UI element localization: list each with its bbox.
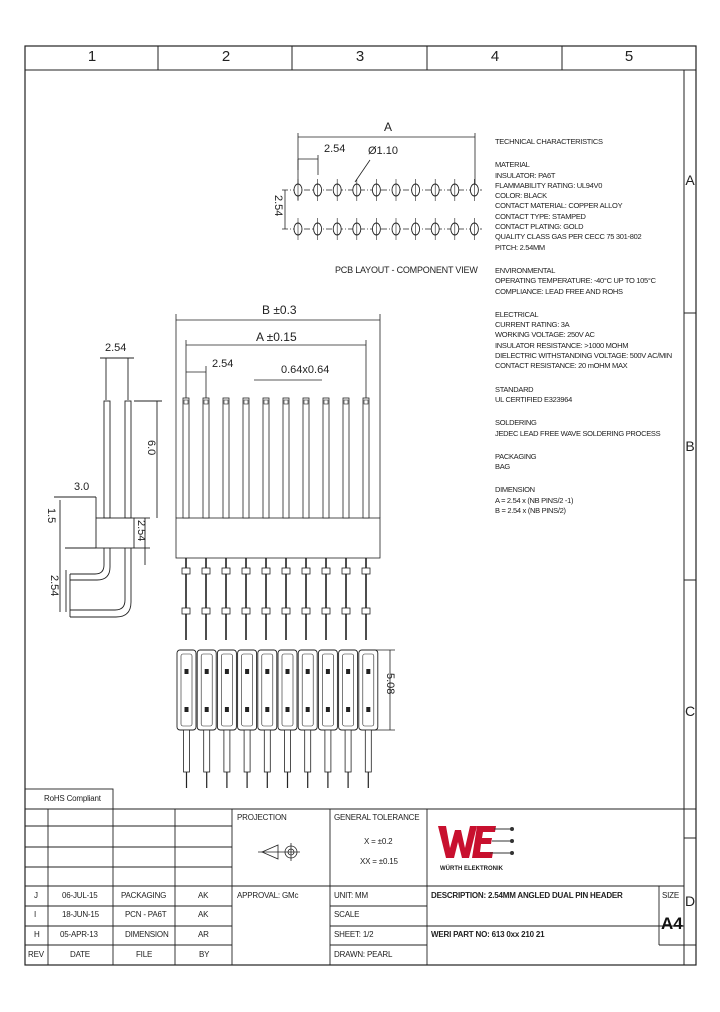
side-height-4: 2.54 bbox=[135, 520, 147, 542]
rev-row-3-by: AR bbox=[198, 930, 209, 939]
bottom-pin-lead bbox=[264, 730, 270, 772]
bottom-pin-lead bbox=[325, 730, 331, 772]
front-pin-collar bbox=[202, 608, 210, 614]
front-pin-tip bbox=[344, 400, 348, 404]
spec-electrical bbox=[495, 309, 672, 372]
front-pin-collar bbox=[222, 568, 230, 574]
bottom-housing bbox=[359, 650, 378, 730]
rev-row-3-date: 05-APR-13 bbox=[60, 930, 98, 939]
spec-line: PACKAGING bbox=[495, 451, 537, 461]
size-label: SIZE bbox=[662, 891, 679, 900]
front-pin-collar bbox=[362, 568, 370, 574]
bottom-pin-square bbox=[306, 707, 310, 712]
front-pin-upper bbox=[263, 398, 269, 518]
bottom-pin-square bbox=[286, 669, 290, 674]
general-tolerance-label: GENERAL TOLERANCE bbox=[334, 813, 420, 822]
bottom-pin-square bbox=[205, 707, 209, 712]
bottom-pin-lead bbox=[184, 730, 190, 772]
rev-header-date: DATE bbox=[70, 950, 90, 959]
front-pin-collar bbox=[322, 568, 330, 574]
logo-text: WÜRTH ELEKTRONIK bbox=[440, 866, 503, 872]
spec-dimension bbox=[495, 485, 665, 516]
front-pin-collar bbox=[182, 568, 190, 574]
spec-line: JEDEC LEAD FREE WAVE SOLDERING PROCESS bbox=[495, 428, 661, 438]
column-number-5: 5 bbox=[624, 48, 634, 65]
rev-header-rev: REV bbox=[28, 950, 44, 959]
bottom-pin-square bbox=[265, 707, 269, 712]
front-pins bbox=[182, 398, 370, 640]
front-pin-collar bbox=[302, 568, 310, 574]
projection-symbol-icon bbox=[258, 843, 300, 861]
bottom-pin-square bbox=[326, 669, 330, 674]
spec-line: DIMENSION bbox=[495, 485, 535, 495]
front-pin-tip bbox=[264, 400, 268, 404]
spec-line: CONTACT RESISTANCE: 20 mOHM MAX bbox=[495, 361, 628, 371]
spec-line: TECHNICAL CHARACTERISTICS bbox=[495, 137, 603, 146]
front-pin-tip bbox=[304, 400, 308, 404]
bottom-pin-square bbox=[326, 707, 330, 712]
spec-line: INSULATOR: PA6T bbox=[495, 170, 556, 180]
specifications bbox=[495, 137, 672, 529]
column-number-2: 2 bbox=[221, 48, 231, 65]
column-number-4: 4 bbox=[490, 48, 500, 65]
spec-soldering bbox=[495, 418, 665, 439]
rev-header-file: FILE bbox=[136, 950, 153, 959]
spec-material bbox=[495, 160, 665, 253]
spec-line: CURRENT RATING: 3A bbox=[495, 320, 570, 330]
spec-line: MATERIAL bbox=[495, 160, 530, 170]
pcb-hole-diameter: Ø1.10 bbox=[368, 145, 398, 157]
bottom-pin-square bbox=[225, 707, 229, 712]
front-pin-tip bbox=[324, 400, 328, 404]
spec-line: CONTACT TYPE: STAMPED bbox=[495, 211, 586, 221]
spec-environmental bbox=[495, 266, 665, 297]
rev-row-1-date: 06-JUL-15 bbox=[62, 891, 98, 900]
tolerance-1: X = ±0.2 bbox=[364, 837, 393, 846]
side-view bbox=[54, 358, 162, 617]
bottom-housing bbox=[339, 650, 358, 730]
front-pin-upper bbox=[363, 398, 369, 518]
unit-label: UNIT: MM bbox=[334, 891, 368, 900]
front-pin-collar bbox=[322, 608, 330, 614]
side-leg-length: 3.0 bbox=[74, 481, 90, 493]
row-letter-c: C bbox=[684, 703, 696, 719]
rev-row-1-by: AK bbox=[198, 891, 209, 900]
approval-label: APPROVAL: GMc bbox=[237, 891, 299, 900]
pcb-row-pitch: 2.54 bbox=[272, 195, 284, 217]
row-letter-a: A bbox=[685, 172, 695, 188]
bottom-housing bbox=[258, 650, 277, 730]
bottom-pin-square bbox=[346, 669, 350, 674]
side-height-3: 6.0 bbox=[145, 440, 157, 456]
rev-row-2-by: AK bbox=[198, 910, 209, 919]
front-pin-collar bbox=[342, 608, 350, 614]
bottom-pin-square bbox=[185, 669, 189, 674]
front-pin-collar bbox=[242, 568, 250, 574]
front-pin-upper bbox=[323, 398, 329, 518]
bottom-pin-square bbox=[366, 669, 370, 674]
spec-line: COMPLIANCE: LEAD FREE AND ROHS bbox=[495, 286, 623, 296]
front-pitch: 2.54 bbox=[212, 358, 234, 370]
bottom-pin-lead bbox=[365, 730, 371, 772]
front-pin-upper bbox=[203, 398, 209, 518]
bottom-housing bbox=[238, 650, 257, 730]
front-pin-tip bbox=[184, 400, 188, 404]
spec-line: A = 2.54 x (NB PINS/2 -1) bbox=[495, 495, 574, 505]
front-pin-collar bbox=[362, 608, 370, 614]
front-pin-collar bbox=[282, 568, 290, 574]
side-top-pitch: 2.54 bbox=[105, 342, 127, 354]
bottom-pin-square bbox=[185, 707, 189, 712]
bottom-pin-lead bbox=[305, 730, 311, 772]
bottom-pins bbox=[177, 650, 378, 788]
bottom-housing bbox=[217, 650, 236, 730]
front-pin-tip bbox=[204, 400, 208, 404]
spec-line: UL CERTIFIED E323964 bbox=[495, 394, 572, 404]
rev-row-2-date: 18-JUN-15 bbox=[62, 910, 99, 919]
front-pin-upper bbox=[283, 398, 289, 518]
bottom-housing bbox=[318, 650, 337, 730]
spec-line: QUALITY CLASS GAS PER CECC 75 301-802 bbox=[495, 232, 642, 242]
spec-standard bbox=[495, 385, 665, 406]
front-pin-collar bbox=[302, 608, 310, 614]
bottom-pin-square bbox=[346, 707, 350, 712]
bottom-pin-lead bbox=[345, 730, 351, 772]
column-number-1: 1 bbox=[87, 48, 97, 65]
bottom-pin-lead bbox=[224, 730, 230, 772]
tolerance-2: XX = ±0.15 bbox=[360, 857, 398, 866]
front-pin-collar bbox=[182, 608, 190, 614]
description: DESCRIPTION: 2.54MM ANGLED DUAL PIN HEADER bbox=[431, 891, 623, 900]
front-pin-collar bbox=[242, 608, 250, 614]
bottom-pin-square bbox=[225, 669, 229, 674]
spec-line: CONTACT PLATING: GOLD bbox=[495, 222, 584, 232]
spec-line: CONTACT MATERIAL: COPPER ALLOY bbox=[495, 201, 623, 211]
front-pin-upper bbox=[183, 398, 189, 518]
rev-header-by: BY bbox=[199, 950, 210, 959]
spec-packaging bbox=[495, 452, 665, 473]
rev-row-3-desc: DIMENSION bbox=[125, 930, 169, 939]
column-number-3: 3 bbox=[355, 48, 365, 65]
front-pin-collar bbox=[262, 568, 270, 574]
pcb-holes bbox=[294, 179, 478, 240]
sheet-label: SHEET: 1/2 bbox=[334, 930, 374, 939]
bottom-housing bbox=[197, 650, 216, 730]
front-pin-upper bbox=[343, 398, 349, 518]
bottom-width: 5.08 bbox=[384, 673, 396, 695]
rev-row-1-rev: J bbox=[34, 891, 38, 900]
bottom-pin-lead bbox=[285, 730, 291, 772]
spec-line: COLOR: BLACK bbox=[495, 191, 547, 201]
pcb-dim-a: A bbox=[384, 120, 393, 134]
projection-label: PROJECTION bbox=[237, 813, 287, 822]
front-pin-collar bbox=[262, 608, 270, 614]
front-pin-size: 0.64x0.64 bbox=[281, 364, 330, 376]
front-pin-upper bbox=[303, 398, 309, 518]
side-height-1: 1.5 bbox=[45, 508, 57, 524]
rev-row-2-rev: I bbox=[34, 910, 37, 919]
pcb-layout-caption: PCB LAYOUT - COMPONENT VIEW bbox=[335, 265, 478, 275]
bottom-pin-square bbox=[366, 707, 370, 712]
bottom-pin-square bbox=[286, 707, 290, 712]
spec-line: FLAMMABILITY RATING: UL94V0 bbox=[495, 180, 603, 190]
size-value: A4 bbox=[661, 914, 683, 933]
front-pin-tip bbox=[364, 400, 368, 404]
front-dim-b: B ±0.3 bbox=[262, 303, 297, 317]
bottom-pin-lead bbox=[244, 730, 250, 772]
side-height-2: 2.54 bbox=[48, 575, 60, 597]
spec-line: OPERATING TEMPERATURE: -40°C UP TO 105°C bbox=[495, 276, 656, 286]
front-pin-collar bbox=[202, 568, 210, 574]
bottom-housing bbox=[177, 650, 196, 730]
spec-line: SOLDERING bbox=[495, 418, 537, 428]
spec-line: INSULATOR RESISTANCE: >1000 MOHM bbox=[495, 340, 629, 350]
spec-technical bbox=[495, 137, 665, 147]
scale-label: SCALE bbox=[334, 910, 360, 919]
spec-line: ENVIRONMENTAL bbox=[495, 265, 556, 275]
front-pin-upper bbox=[223, 398, 229, 518]
front-pin-tip bbox=[284, 400, 288, 404]
spec-line: WORKING VOLTAGE: 250V AC bbox=[495, 330, 595, 340]
spec-line: B = 2.54 x (NB PINS/2) bbox=[495, 506, 566, 516]
bottom-pin-square bbox=[245, 669, 249, 674]
spec-line: ELECTRICAL bbox=[495, 309, 539, 319]
front-pin-collar bbox=[222, 608, 230, 614]
bottom-pin-square bbox=[306, 669, 310, 674]
front-pin-collar bbox=[342, 568, 350, 574]
bottom-housing bbox=[278, 650, 297, 730]
front-pin-tip bbox=[224, 400, 228, 404]
rev-row-2-desc: PCN - PA6T bbox=[125, 910, 167, 919]
bottom-pin-square bbox=[205, 669, 209, 674]
row-dividers bbox=[684, 313, 696, 838]
rohs-label: RoHS Compliant bbox=[44, 794, 101, 803]
spec-line: PITCH: 2.54MM bbox=[495, 242, 545, 252]
front-dim-a: A ±0.15 bbox=[256, 330, 297, 344]
part-number: WERI PART NO: 613 0xx 210 21 bbox=[431, 930, 545, 939]
spec-line: BAG bbox=[495, 462, 510, 472]
spec-line: DIELECTRIC WITHSTANDING VOLTAGE: 500V AC/MIN bbox=[495, 351, 672, 361]
row-letter-b: B bbox=[685, 438, 695, 454]
front-pin-upper bbox=[243, 398, 249, 518]
spec-line: STANDARD bbox=[495, 384, 534, 394]
front-pin-tip bbox=[244, 400, 248, 404]
drawn-label: DRAWN: PEARL bbox=[334, 950, 393, 959]
rev-row-3-rev: H bbox=[34, 930, 40, 939]
bottom-pin-square bbox=[245, 707, 249, 712]
rev-row-1-desc: PACKAGING bbox=[121, 891, 167, 900]
bottom-pin-square bbox=[265, 669, 269, 674]
front-pin-collar bbox=[282, 608, 290, 614]
pcb-pitch: 2.54 bbox=[324, 143, 346, 155]
bottom-housing bbox=[298, 650, 317, 730]
bottom-pin-lead bbox=[204, 730, 210, 772]
row-letter-d: D bbox=[684, 893, 696, 909]
